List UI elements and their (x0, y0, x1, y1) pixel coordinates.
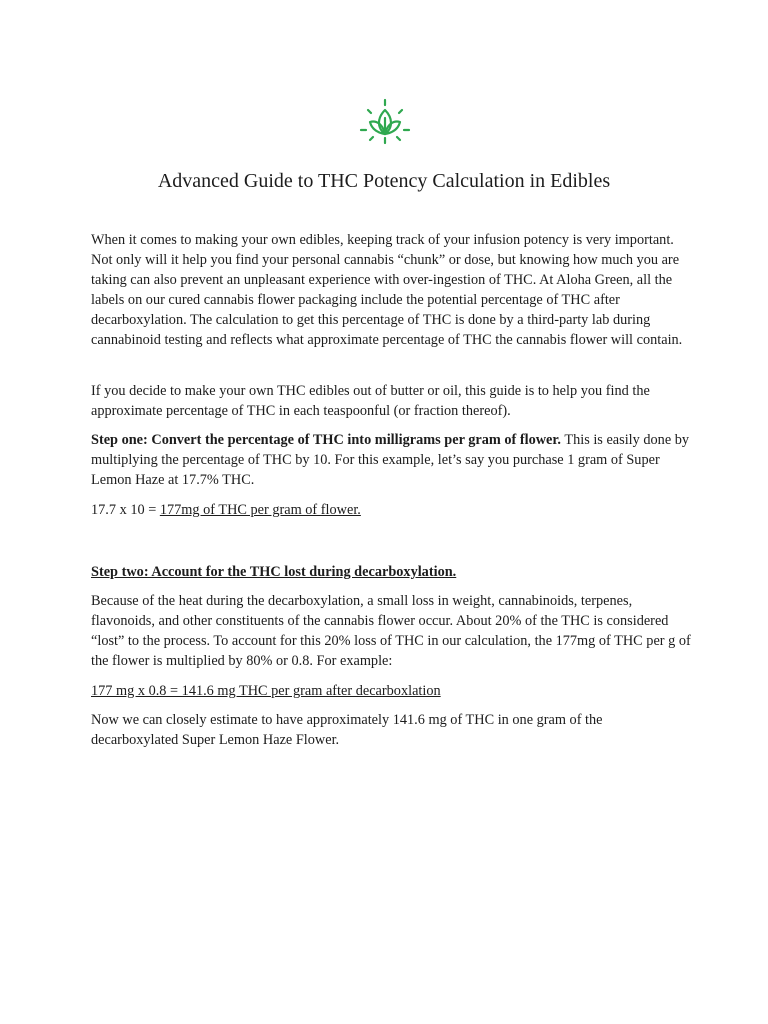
equation-one-result: 177mg of THC per gram of flower. (159, 502, 361, 518)
purpose-paragraph: If you decide to make your own THC edibles out of butter or oil, this guide is to help you find the approximate percentage of THC in each teaspoonful (or fraction thereof). (91, 383, 650, 419)
step-two-heading: Step two: Account for the THC lost during decarboxylation. (91, 564, 457, 580)
leaf-sprout-icon (359, 98, 411, 146)
step-two-paragraph: Because of the heat during the decarboxylation, a small loss in weight, cannabinoids, terpenes, flavonoids, and other constituents of the cannabis flower occur. About 20% of the THC is considered “lost” to the process. To account for this 20% loss of THC in our calculation, the 177mg of THC per g of the flower is multiplied by 80% or 0.8. For example: (91, 593, 691, 669)
equation-one (91, 500, 691, 520)
intro-paragraph: When it comes to making your own edibles, keeping track of your infusion potency is very important. Not only will it help you find your personal cannabis “chunk” or dose, but knowing how much you are taking can also prevent an unpleasant experience with over-ingestion of THC. At Aloha Green, all the labels on our cured cannabis flower packaging include the potential percentage of THC after decarboxylation. The calculation to get this percentage of THC is done by a third-party lab during cannabinoid testing and reflects what approximate percentage of THC the cannabis flower will contain. (91, 232, 683, 348)
equation-two: 177 mg x 0.8 = 141.6 mg THC per gram after decarboxlation (91, 683, 441, 699)
equation-one-prefix: 17.7 x 10 = (91, 502, 160, 518)
document-title: Advanced Guide to THC Potency Calculation in Edibles (157, 170, 611, 192)
step-one-paragraph (91, 430, 691, 490)
conclusion-paragraph: Now we can closely estimate to have approximately 141.6 mg of THC in one gram of the decarboxylated Super Lemon Haze Flower. (91, 712, 603, 748)
step-one-heading: Step one: Convert the percentage of THC into milligrams per gram of flower. (91, 432, 562, 448)
step-one-text: This is easily done by multiplying the percentage of THC by 10. For this example, let’s say you purchase 1 gram of Super Lemon Haze at 17.7% THC. (91, 432, 690, 488)
